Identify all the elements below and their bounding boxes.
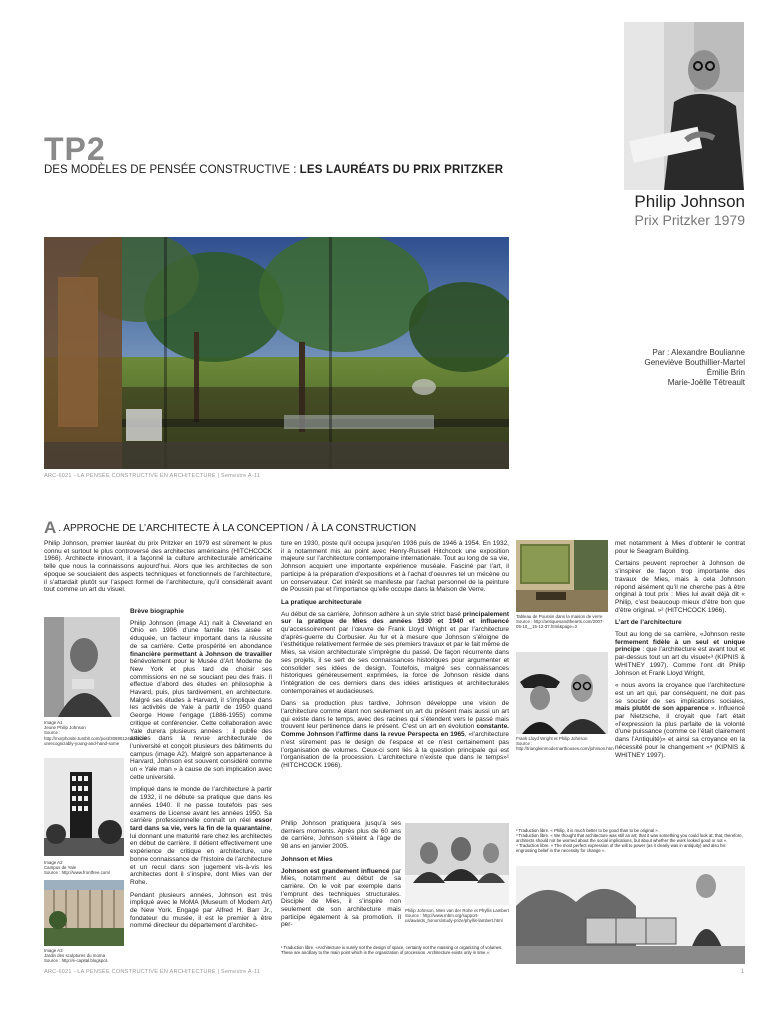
footnote-2: ² Traduction libre. « Philip, it is much better to be good than to be original ». — [516, 828, 659, 833]
author-name: Marie-Joëlle Tétreault — [667, 378, 745, 387]
section-title: . APPROCHE DE L’ARCHITECTE À LA CONCEPTION / À LA CONSTRUCTION — [58, 523, 417, 534]
philip-johnson-portrait — [624, 22, 744, 190]
tp-label: TP2 — [44, 131, 106, 167]
caption-mies-lambert: Philip Johnson, Mies van der Rohe et Phyllis Lambert Source : http://www.mbm.org/support-us/awards_honors/study-prize/phyllis-lambert.html — [405, 908, 509, 924]
text-run: Impliqué dans le monde de l’architecture à partir de 1932, il ne débute sa pratique que dans les années 1940. Il ne passe toutefois pas ses examens de License avant les années 1950. Sa carrière professionnelle connaît un réel — [130, 786, 272, 825]
image-a2-photo — [44, 758, 124, 856]
column-2-text — [281, 540, 509, 775]
image-a1-photo — [44, 617, 120, 717]
subtitle-bold: LES LAURÉATS DU PRIX PRITZKER — [299, 164, 504, 176]
footnote-4: ⁴ Traduction libre. « The most perfect expression of the will to power (as it clearly was in antiquity) and also his engrossing belief in the necessity for change ». — [516, 843, 726, 854]
bio-paragraph-3: Pendant plusieurs années, Johnson est très impliqué avec le MoMA (Museum of Modern Art) de New York. Engagé par Alfred H. Barr Jr., fondateur du musée, il est le premier à être nommé directeur du département d’architec- — [130, 891, 272, 930]
highlight-run: financière permettant à Johnson de travailler — [130, 650, 272, 658]
career-end-paragraph: Philip Johnson pratiquera jusqu’à ses derniers moments. Après plus de 60 ans de carrière, Johnson s’éteint à l’âge de 98 ans en janvier 2005. — [281, 820, 401, 851]
text-run: ». Influencé par Nietzsche, il croyait que l’art était «l’expression la plus parfaite de la volonté d’une puissance (comme ce l’était clairement dans l’Antiquité)» et ainsi sa croyance en la nécessité pour le changement »⁴ (KIPNIS & WHITNEY 1997). — [615, 705, 745, 759]
text-run: Dans sa production plus tardive, Johnson développe une vision de l’architecture comme étant non seulement un art du présent mais aussi un art qui existe dans le temps, avec des racines qui s’étendent vers le passé mais trouvent leur pertinence dans le présent. C’est un art en évolution — [281, 700, 509, 731]
visual-art-paragraph — [615, 631, 745, 677]
originality-paragraph: Certains peuvent reprocher à Johnson de s’inspirer de façon trop importante des travaux de Mies, mais à cela Johnson répond aisément qu’il ne cherche pas à être original à tout prix : Mies lui avait déjà dit « Philip, c’est beaucoup mieux d’être bon que d’être original. »² (HITCHCOCK 1966). — [615, 560, 745, 614]
intro-paragraph: Philip Johnson, premier lauréat du prix Pritzker en 1979 est sûrement le plus connu et surtout le plus controversé des architectes américains (HITCHCOCK 1966). Architecte innovant, il a façonné la culture architecturale américaine telle que nous la connaissons aujourd’hui. Alors que les architectes de son époque se souciaient des aspects techniques et fonctionnels de l’architecture, il s’attardait plutôt sur l’aspect formel de l’architecture, qu’il considérait avant tout comme un art du visuel. — [44, 540, 272, 594]
section-letter: A — [44, 518, 57, 537]
glass-house-photo — [44, 237, 509, 469]
prize-label: Prix Pritzker 1979 — [634, 212, 745, 228]
caption-poussin: Tableau de Poussin dans la maison de verre Source : http://antiquesandthearts.com/2007-05-10__15-12-37.html&page=3 — [516, 614, 604, 630]
footnotes-block — [516, 828, 745, 853]
image-a3-photo — [44, 880, 124, 946]
text-run: Au début de sa carrière, Johnson adhère à un style strict basé — [281, 610, 463, 618]
author-name: Alexandre Boulianne — [671, 348, 745, 357]
pratique-paragraph-2 — [281, 700, 509, 769]
text-run: « nous avons la croyance que l’architecture est un art qui, par conséquent, ne doit pas se soucier de ses implications sociales, — [615, 682, 745, 705]
pratique-paragraph-1 — [281, 611, 509, 696]
poussin-painting-photo — [516, 540, 608, 612]
johnson-garden-photo — [516, 866, 745, 964]
architect-name: Philip Johnson — [634, 192, 745, 211]
text-run: , lui donnant une maturité rare chez les architectes en début de carrière. Il détient effectivement une expérience de critique en architecture, une bonne connaissance de l’histoire de l’architecture et un recul dans son jugement vis-à-vis les architectes dont il s’inspire, dont Mies van der Rohe. — [130, 824, 273, 886]
bio-paragraph-1 — [130, 620, 272, 782]
heading-pratique: La pratique architecturale — [281, 598, 362, 606]
seagram-paragraph: met notamment à Mies d’obtenir le contrat pour le Seagram Building. — [615, 540, 745, 555]
author-name: Geneviève Bouthillier-Martel — [644, 358, 745, 367]
authors-prefix: Par : — [652, 348, 670, 357]
highlight-run: fermement fidèle à un seul et unique principe — [615, 638, 745, 654]
column-3-text — [615, 540, 745, 764]
footnote-1: ¹ Traduction libre. «Architecture is surely not the design of space, certainly not the massing or organizing of volumes. These are ancillary to the main point which is the organization of procession. Architecture exists only in time.». — [281, 945, 503, 956]
text-run: : que l’architecture est avant tout et par-dessus tout un art du visuel»³ (KIPNIS & WHITNEY 1997). Comme l’ont dit Philip Johnson et Frank Lloyd Wright, — [615, 646, 745, 677]
text-run: qu’accessoirement par l’œuvre de Frank Lloyd Wright et par l’architecture d’après-guerre du Corbusier. Au fur et à mesure que Johnson s’éloigne de l’esthétique relativement fermée de ses premiers travaux et par le fait même de Mies, sa vision architecturale s’imprègne du passé. De façon récurrente dans ses projets, il se sert de ses connaissances historiques pour argumenter et consolider ses idées de design. Toutefois, malgré ses connaissances historiques généreusement exprimées, la force de Johnson réside dans l’intégration de ces derniers dans des idées artistiques et architecturales contemporaines et audacieuses. — [281, 626, 509, 695]
footnote-3: ³ Traduction libre. « We thought that architecture was still an art; that it was something you could look at; that, therefore, architects should not be worried about the social implications, but about whether the work looked good or not ». — [516, 833, 743, 844]
highlight-run: principalement sur la pratique de Mies des années 1930 et 1940 et influencé — [281, 610, 509, 626]
course-footer-bottom: ARC-6021 - LA PENSÉE CONSTRUCTIVE EN ARCHITECTURE | Semestre A-11 — [44, 969, 261, 975]
text-run: Tout au long de sa carrière, «Johnson reste — [615, 631, 745, 639]
text-run: Philip Johnson (image A1) naît à Cleveland en Ohio en 1906 d’une famille très aisée et éduquée, un facteur important dans la réussite de sa carrière. Cette prospérité en abondance — [130, 619, 272, 650]
highlight-run: mais plutôt de son apparence — [615, 705, 709, 713]
caption-image-a2: Image A2 Campus de Yale Source : http://www.frontfree.com/ — [44, 860, 111, 876]
caption-image-a1: Image A1 Jeune Philip Johnson Source : http://morphosite.tumblr.com/post/306901240/almost-unrecognizably-young-and-hand-some — [44, 720, 148, 746]
text-run: par Mies, notamment au début de sa carrière. On le voit par exemple dans l’emprunt des techniques structurales. Disciple de Mies, il s’inspire non seulement de son architecture mais participe également à sa promotion. Il per- — [281, 867, 401, 929]
belief-paragraph — [615, 682, 745, 759]
author-name: Émilie Brin — [706, 368, 745, 377]
authors-block — [645, 348, 746, 388]
caption-image-a3: Image A3 Jardin des sculptures du moma Source : http://e-capital.blogspot. — [44, 948, 109, 964]
highlight-run: essor tard dans sa vie, vers la fin de la quarantaine — [130, 817, 272, 832]
highlight-run: Johnson est grandement influencé — [281, 867, 390, 875]
column-2-lower-text — [281, 820, 401, 934]
text-run: , «l’architecture n’est sûrement pas le design de l’espace et ce n’est certainement pas l’organisation de volumes. Ceux-ci sont liés à la question principale qui est l’organisation de la procession. L’architecture n’existe que dans le temps»¹ (HITCHCOCK 1966). — [281, 731, 509, 769]
subtitle-plain: DES MODÈLES DE PENSÉE CONSTRUCTIVE : — [44, 164, 297, 176]
bio-paragraph-2 — [130, 786, 272, 886]
section-a-heading — [44, 518, 416, 538]
mies-paragraph — [281, 868, 401, 930]
heading-art: L’art de l’architecture — [615, 619, 682, 627]
wright-johnson-photo — [516, 652, 608, 734]
heading-johnson-mies: Johnson et Mies — [281, 855, 333, 863]
moma-paragraph: ture en 1930, poste qu’il occupa jusqu’en 1936 puis de 1946 à 1954. En 1932, il a notamment mis au point avec Henry-Russell Hitchcock une exposition majeure sur l’architecture contemporaine internationale. Tout au long de sa vie, Johnson acquiert une importante expérience muséale. Fasciné par l’art, il participe à la préparation d’expositions et à l’achat d’oeuvres tel un mécène ou un conservateur. Cet intérêt se manifeste par l’achat personnel de la peinture de Poussin par et l’importance qu’elle occupe dans la Maison de Verre. — [281, 540, 509, 594]
document-subtitle — [44, 164, 503, 176]
column-1-text — [130, 605, 272, 935]
course-footer-top: ARC-6021 - LA PENSÉE CONSTRUCTIVE EN ARCHITECTURE | Semestre A-11 — [44, 473, 261, 479]
text-run: bénévolement pour le Musée d’Art Moderne de New York et plus tard de choisir ses commissions en ne se souciant peu des frais. Il effectue d’abord des études en philosophie à Havard, puis, plus tardivement, en architecture. Malgré ses études à Harvard, il s’implique dans les activités de Yale à partir de 1950 quand George Howe l’engage (1886-1955) comme critique et conférencier. Cette collaboration avec Yale durera plusieurs années : il publie des articles dans la revue architecturale de l’université et conçoit plusieurs des bâtiments du campus (image A2). Malgré son appartenance à Harvard, Johnson est souvent considéré comme un « Yale man » à cause de son implication avec cette université. — [130, 658, 272, 781]
page-number: 1 — [740, 969, 744, 975]
heading-biographie: Brève biographie — [130, 608, 184, 615]
caption-wright: Frank Lloyd Wright et Philip Johnson Source : http://triangleinmodernarthouses.com/johnson.htm — [516, 736, 614, 752]
highlight-run: constante. Comme Johnson l’affirme dans la revue Perspecta en 1965 — [281, 723, 509, 739]
mies-lambert-photo — [405, 823, 509, 905]
